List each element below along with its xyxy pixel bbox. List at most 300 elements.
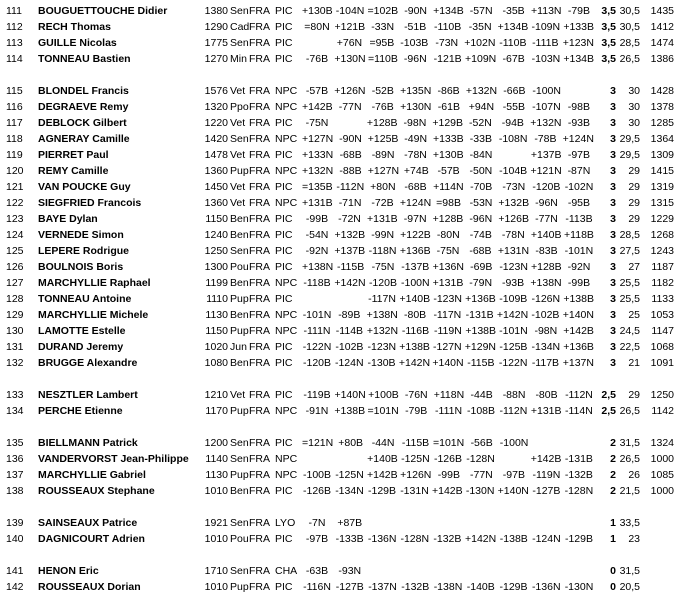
player-points: 3,5 xyxy=(601,5,616,17)
round-results xyxy=(302,211,594,227)
player-category: Vet xyxy=(230,389,246,401)
round-result: -75N xyxy=(305,117,329,129)
round-result: -115B xyxy=(467,357,495,369)
player-rank: 123 xyxy=(6,213,24,225)
round-result: -80B xyxy=(535,389,558,401)
round-result: -98N xyxy=(534,325,558,337)
player-rating: 1360 xyxy=(204,197,228,209)
player-tiebreak: 28,5 xyxy=(619,37,640,49)
round-result: -57N xyxy=(469,5,493,17)
player-federation: FRA xyxy=(249,117,270,129)
table-row xyxy=(0,435,680,451)
round-result: -50N xyxy=(469,165,493,177)
player-rating: 1478 xyxy=(204,149,228,161)
round-results xyxy=(302,195,594,211)
player-club: PIC xyxy=(275,581,293,593)
round-result: +94N xyxy=(468,101,495,113)
round-result: -115B xyxy=(401,437,430,449)
player-club: NPC xyxy=(275,133,298,145)
round-results xyxy=(302,179,594,195)
round-result: -108B xyxy=(466,405,496,417)
round-result: +100B xyxy=(368,389,399,401)
player-rating: 1130 xyxy=(205,309,228,321)
round-result: -89B xyxy=(338,309,361,321)
player-rating: 1130 xyxy=(205,469,228,481)
player-federation: FRA xyxy=(249,133,270,145)
player-rank: 136 xyxy=(6,453,24,465)
round-result: -122N xyxy=(498,357,528,369)
round-result xyxy=(498,451,528,467)
round-result: +126N xyxy=(334,85,366,97)
round-result: -91N xyxy=(305,405,329,417)
round-results xyxy=(302,451,594,467)
round-result: -100N xyxy=(532,85,561,97)
round-result: +130B xyxy=(432,149,464,161)
player-club: PIC xyxy=(275,485,293,497)
round-result: -129B xyxy=(499,581,528,593)
round-result: -92N xyxy=(305,245,329,257)
round-result: -57B xyxy=(305,85,329,97)
round-result: +129N xyxy=(464,341,496,353)
player-points: 2 xyxy=(610,469,616,481)
player-performance: 1142 xyxy=(651,405,674,417)
round-result: -100N xyxy=(401,277,430,289)
round-result: +140N xyxy=(334,389,366,401)
round-result: -80B xyxy=(403,309,427,321)
round-result: +132N xyxy=(530,117,562,129)
round-result: =102B xyxy=(367,5,399,17)
round-result: -96N xyxy=(469,213,493,225)
round-result: -114N xyxy=(565,405,593,417)
player-rank: 130 xyxy=(6,325,24,337)
table-row xyxy=(0,467,680,483)
player-performance: 1147 xyxy=(651,325,674,337)
player-name: TONNEAU Bastien xyxy=(38,53,131,65)
round-result: +130B xyxy=(302,5,333,17)
player-performance: 1309 xyxy=(650,149,674,161)
table-row xyxy=(0,51,680,67)
player-tiebreak: 26 xyxy=(628,469,640,481)
round-result: +126N xyxy=(400,469,432,481)
round-result: -68B xyxy=(339,149,362,161)
round-result: -55B xyxy=(502,101,525,113)
round-result: -134N xyxy=(531,341,561,353)
table-row xyxy=(0,131,680,147)
player-tiebreak: 22,5 xyxy=(619,341,640,353)
round-result: +74B xyxy=(403,165,429,177)
player-category: Ben xyxy=(230,213,249,225)
player-tiebreak: 29 xyxy=(628,389,640,401)
player-rank: 127 xyxy=(6,277,24,289)
player-rating: 1775 xyxy=(204,37,228,49)
round-result xyxy=(400,515,430,531)
player-tiebreak: 29,5 xyxy=(619,133,640,145)
table-row xyxy=(0,291,680,307)
round-result xyxy=(368,515,398,531)
player-rating: 1200 xyxy=(204,437,228,449)
round-result: +140N xyxy=(562,309,594,321)
player-performance: 1364 xyxy=(650,133,674,145)
player-rank: 113 xyxy=(6,37,23,49)
round-result: -54N xyxy=(305,229,329,241)
round-result: +131B xyxy=(530,405,562,417)
round-result: -123N xyxy=(499,261,528,273)
round-result: -132B xyxy=(564,469,593,481)
player-performance: 1378 xyxy=(650,101,674,113)
round-result: -95B xyxy=(567,197,591,209)
round-result: -109B xyxy=(499,293,528,305)
player-performance: 1182 xyxy=(651,277,674,289)
round-results xyxy=(302,259,594,275)
round-result: +121N xyxy=(530,165,562,177)
round-result: -117N xyxy=(433,309,462,321)
player-performance: 1000 xyxy=(650,453,674,465)
round-result: +140B xyxy=(399,293,431,305)
player-federation: FRA xyxy=(249,5,270,17)
round-result xyxy=(433,515,463,531)
round-result: +142B xyxy=(302,101,333,113)
player-name: BRUGGE Alexandre xyxy=(38,357,138,369)
table-row xyxy=(0,339,680,355)
player-name: VERNEDE Simon xyxy=(38,229,124,241)
round-result: -100N xyxy=(499,437,529,449)
round-result: +142N xyxy=(464,533,497,545)
round-result: -96N xyxy=(535,197,558,209)
round-result: -33B xyxy=(469,133,492,145)
round-result: -117N xyxy=(368,293,396,305)
round-result: -131B xyxy=(564,453,593,465)
round-result: =110B xyxy=(368,53,398,65)
round-result: +140B xyxy=(530,229,562,241)
player-club: PIC xyxy=(275,213,293,225)
round-results xyxy=(302,531,594,547)
round-result: +124N xyxy=(399,197,432,209)
player-rating: 1320 xyxy=(204,101,228,113)
round-result: +138B xyxy=(399,341,430,353)
player-rating: 1250 xyxy=(204,245,228,257)
player-name: SIEGFRIED Francois xyxy=(38,197,142,209)
player-category: Jun xyxy=(230,341,247,353)
table-row xyxy=(0,259,680,275)
round-result: -126N xyxy=(531,293,561,305)
round-result: +138N xyxy=(530,277,562,289)
round-result: +124N xyxy=(562,133,594,145)
round-result: -117B xyxy=(531,357,560,369)
player-rank: 126 xyxy=(6,261,24,273)
round-result xyxy=(499,563,529,579)
round-result: -76N xyxy=(404,389,428,401)
round-result: +140N xyxy=(497,485,529,497)
round-result: -99B xyxy=(437,469,460,481)
round-result: -130B xyxy=(367,357,396,369)
round-results xyxy=(302,3,594,19)
player-name: VAN POUCKE Guy xyxy=(38,181,131,193)
round-results xyxy=(302,579,594,595)
player-federation: FRA xyxy=(249,309,270,321)
player-name: RECH Thomas xyxy=(38,21,111,33)
player-points: 2 xyxy=(610,485,616,497)
player-points: 3,5 xyxy=(601,53,616,65)
round-result: -130N xyxy=(465,485,495,497)
round-result: -102N xyxy=(564,181,594,193)
round-results xyxy=(302,435,594,451)
round-result: +132B xyxy=(334,229,366,241)
player-rating: 1300 xyxy=(204,261,228,273)
player-club: PIC xyxy=(275,229,293,241)
round-result: +121B xyxy=(334,21,366,33)
player-club: PIC xyxy=(275,533,293,545)
round-result xyxy=(564,563,594,579)
player-name: TONNEAU Antoine xyxy=(38,293,132,305)
round-result: -104N xyxy=(335,5,365,17)
player-performance: 1319 xyxy=(650,181,674,193)
round-result: +132B xyxy=(498,197,530,209)
player-rating: 1170 xyxy=(205,405,228,417)
round-result: -93B xyxy=(567,117,591,129)
table-row xyxy=(0,355,680,371)
round-result: -128N xyxy=(564,485,594,497)
round-result: -97B xyxy=(567,149,591,161)
table-row xyxy=(0,195,680,211)
round-result xyxy=(433,563,463,579)
player-federation: FRA xyxy=(249,565,270,577)
player-federation: FRA xyxy=(249,197,270,209)
round-result: -116B xyxy=(401,325,430,337)
player-performance: 1386 xyxy=(650,53,674,65)
player-category: Cad xyxy=(230,21,250,33)
player-federation: FRA xyxy=(249,581,270,593)
round-result: -76B xyxy=(305,53,329,65)
player-tiebreak: 31,5 xyxy=(619,565,640,577)
round-result: +129B xyxy=(432,117,463,129)
round-result: -88N xyxy=(502,389,526,401)
player-rank: 120 xyxy=(6,165,24,177)
table-row xyxy=(0,403,680,419)
round-result: -90N xyxy=(404,5,427,17)
round-result: -131B xyxy=(465,309,494,321)
player-rank: 112 xyxy=(6,21,23,33)
round-result: -128N xyxy=(400,533,430,545)
player-rank: 111 xyxy=(6,5,22,17)
round-result: -101N xyxy=(564,245,594,257)
round-result: +128B xyxy=(432,213,464,225)
player-performance: 1285 xyxy=(650,117,674,129)
player-rank: 114 xyxy=(6,53,23,65)
player-rating: 1360 xyxy=(204,165,228,177)
round-result: -57B xyxy=(437,165,460,177)
player-name: MARCHYLLIE Gabriel xyxy=(38,469,146,481)
player-club: PIC xyxy=(275,21,293,33)
player-performance: 1474 xyxy=(650,37,674,49)
player-rating: 1080 xyxy=(204,357,228,369)
player-club: PIC xyxy=(275,181,293,193)
round-result: -129B xyxy=(564,533,593,545)
player-tiebreak: 21,5 xyxy=(619,485,640,497)
round-result: +138B xyxy=(334,405,366,417)
player-tiebreak: 27,5 xyxy=(619,245,640,257)
round-result: -44B xyxy=(470,389,493,401)
player-rank: 119 xyxy=(6,149,23,161)
player-performance: 1085 xyxy=(650,469,674,481)
player-tiebreak: 26,5 xyxy=(619,405,640,417)
player-tiebreak: 30 xyxy=(628,101,640,113)
round-result: -126B xyxy=(433,453,462,465)
round-result: -133B xyxy=(335,533,364,545)
round-result: +132N xyxy=(465,85,498,97)
round-result xyxy=(532,435,562,451)
player-federation: FRA xyxy=(249,485,270,497)
round-result xyxy=(302,291,332,307)
player-rating: 1020 xyxy=(204,341,228,353)
player-federation: FRA xyxy=(249,469,270,481)
round-result xyxy=(564,435,594,451)
round-results xyxy=(302,467,594,483)
player-performance: 1435 xyxy=(650,5,674,17)
round-result xyxy=(499,515,529,531)
player-rank: 131 xyxy=(6,341,24,353)
player-rating: 1270 xyxy=(204,53,228,65)
player-rank: 118 xyxy=(6,133,23,145)
round-results xyxy=(302,355,594,371)
round-results xyxy=(302,339,594,355)
player-name: DAGNICOURT Adrien xyxy=(38,533,145,545)
player-category: Sen xyxy=(230,453,249,465)
round-result: -122N xyxy=(302,341,332,353)
round-result: -86B xyxy=(437,85,460,97)
table-row xyxy=(0,515,680,531)
round-result: +131B xyxy=(367,213,398,225)
table-row xyxy=(0,83,680,99)
round-results xyxy=(302,131,594,147)
player-federation: FRA xyxy=(249,453,270,465)
round-result: -109N xyxy=(531,21,561,33)
round-result: -119B xyxy=(303,389,331,401)
player-category: Sen xyxy=(230,133,249,145)
player-performance: 1187 xyxy=(651,261,674,273)
round-result: -89N xyxy=(371,149,395,161)
player-points: 3 xyxy=(610,229,616,241)
player-club: PIC xyxy=(275,149,293,161)
player-club: CHA xyxy=(275,565,298,577)
round-result: -127B xyxy=(335,581,364,593)
round-result: +136B xyxy=(563,341,594,353)
player-tiebreak: 24,5 xyxy=(619,325,640,337)
player-name: BOULNOIS Boris xyxy=(38,261,124,273)
player-tiebreak: 29 xyxy=(628,181,640,193)
round-result: -114B xyxy=(335,325,364,337)
round-result: +118N xyxy=(433,389,465,401)
round-result: +142B xyxy=(432,485,463,497)
round-result: +135N xyxy=(400,85,432,97)
round-result: -78N xyxy=(501,229,525,241)
round-results xyxy=(302,563,594,579)
round-results xyxy=(302,19,594,35)
player-federation: FRA xyxy=(249,229,270,241)
player-rank: 142 xyxy=(6,581,24,593)
round-result: -102B xyxy=(531,309,560,321)
player-federation: FRA xyxy=(249,37,270,49)
player-rank: 134 xyxy=(6,405,24,417)
round-result: -72N xyxy=(338,213,361,225)
round-result: -93N xyxy=(338,565,362,577)
round-result: -120B xyxy=(302,357,332,369)
table-row xyxy=(0,99,680,115)
player-points: 3 xyxy=(610,325,616,337)
player-tiebreak: 30 xyxy=(628,117,640,129)
player-club: NPC xyxy=(275,277,298,289)
round-result: -97N xyxy=(403,213,427,225)
round-result: +128B xyxy=(366,117,398,129)
round-result: =135B xyxy=(302,181,333,193)
player-category: Ben xyxy=(230,485,249,497)
table-row xyxy=(0,579,680,595)
round-results xyxy=(302,275,594,291)
round-result: -74B xyxy=(469,229,492,241)
table-row xyxy=(0,243,680,259)
player-rank: 128 xyxy=(6,293,24,305)
player-category: Sen xyxy=(230,437,249,449)
player-category: Pup xyxy=(230,293,249,305)
player-performance: 1133 xyxy=(651,293,674,305)
round-result: -76B xyxy=(371,101,394,113)
player-performance: 1000 xyxy=(650,485,674,497)
player-tiebreak: 25 xyxy=(628,309,640,321)
round-result: +131B xyxy=(302,197,333,209)
player-federation: FRA xyxy=(249,21,270,33)
player-category: Sen xyxy=(230,245,249,257)
player-rating: 1450 xyxy=(204,181,228,193)
player-tiebreak: 30,5 xyxy=(619,21,640,33)
round-result: -98B xyxy=(567,101,590,113)
round-result: -79B xyxy=(405,405,428,417)
player-rating: 1010 xyxy=(204,485,228,497)
table-row xyxy=(0,147,680,163)
round-result: -90N xyxy=(339,133,362,145)
player-performance: 1315 xyxy=(650,197,674,209)
player-rank: 122 xyxy=(6,197,24,209)
round-results xyxy=(302,163,594,179)
table-row xyxy=(0,275,680,291)
player-tiebreak: 29 xyxy=(628,213,640,225)
round-results xyxy=(302,403,594,419)
round-result xyxy=(368,563,398,579)
round-result: +102N xyxy=(464,37,496,49)
round-result: -52B xyxy=(371,85,394,97)
player-club: NPC xyxy=(275,85,298,97)
round-result: +123N xyxy=(562,37,594,49)
player-tiebreak: 30,5 xyxy=(619,5,640,17)
player-club: PIC xyxy=(275,5,293,17)
player-name: DURAND Jeremy xyxy=(38,341,124,353)
player-performance: 1053 xyxy=(650,309,674,321)
round-result: -99B xyxy=(567,277,591,289)
round-results xyxy=(302,291,594,307)
round-result: -56B xyxy=(470,437,493,449)
round-result: -101N xyxy=(302,309,332,321)
round-result: =80N xyxy=(304,21,330,33)
player-rank: 124 xyxy=(6,229,24,241)
round-results xyxy=(302,515,594,531)
round-result: +134B xyxy=(497,21,529,33)
player-name: DEBLOCK Gilbert xyxy=(38,117,127,129)
player-rank: 129 xyxy=(6,309,24,321)
round-result: +133B xyxy=(563,21,594,33)
round-result: +138B xyxy=(465,325,496,337)
player-points: 3,5 xyxy=(601,21,616,33)
round-result: -136N xyxy=(531,581,561,593)
round-result: -110B xyxy=(434,21,462,33)
player-rank: 125 xyxy=(6,245,24,257)
